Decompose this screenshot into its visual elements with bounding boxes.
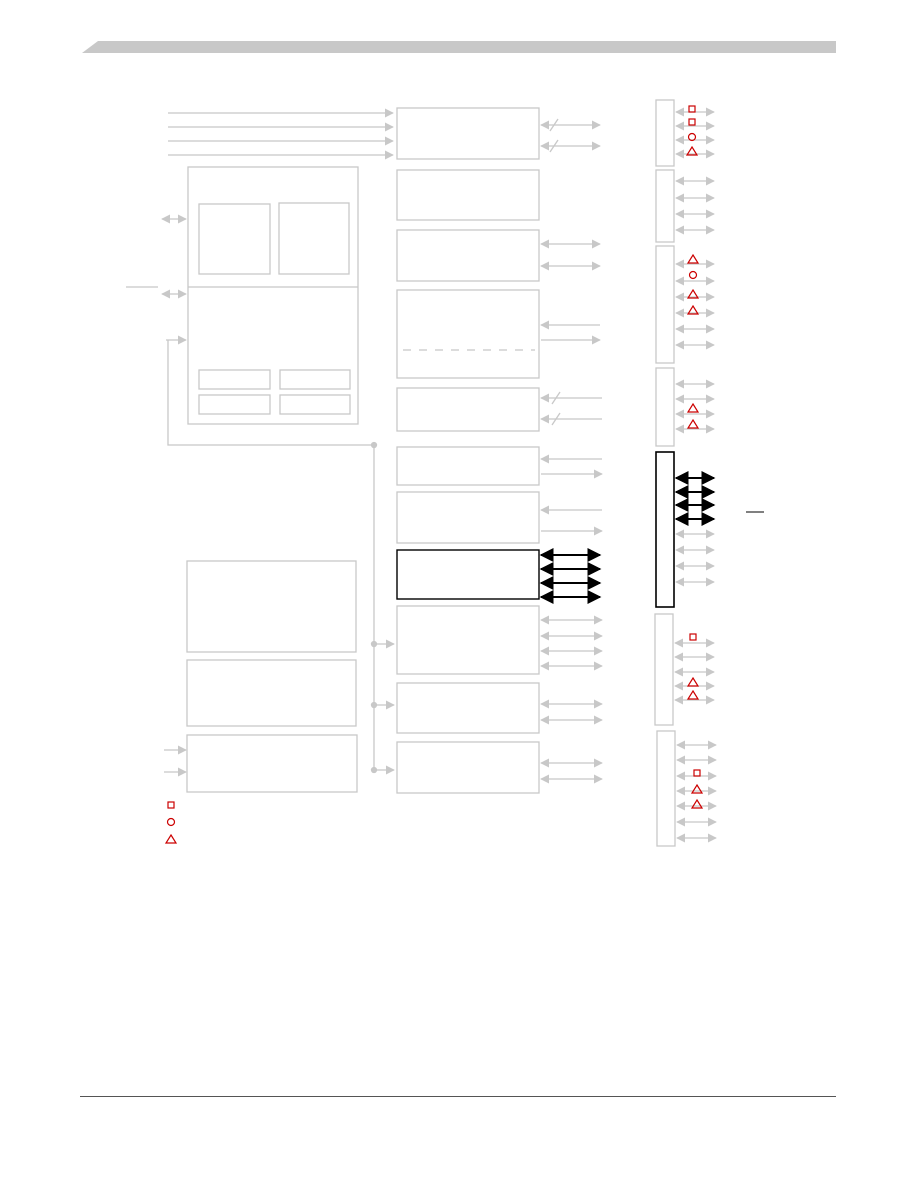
triangle-marker-icon bbox=[688, 404, 698, 412]
port-group-4 bbox=[656, 368, 674, 446]
module-block-10 bbox=[397, 683, 539, 733]
highlighted-path bbox=[397, 452, 764, 607]
module-block-1 bbox=[397, 108, 539, 159]
module-block-4 bbox=[397, 290, 539, 378]
port-group-1 bbox=[656, 100, 674, 166]
module-block-5 bbox=[397, 388, 539, 431]
clock-block bbox=[187, 735, 357, 792]
triangle-marker-icon bbox=[688, 255, 698, 263]
triangle-marker-icon bbox=[688, 678, 698, 686]
module-block-8 bbox=[397, 550, 539, 599]
module-block-11 bbox=[397, 742, 539, 793]
circle-marker-icon bbox=[690, 272, 697, 279]
processor-sub-block-d bbox=[280, 370, 350, 389]
module-block-2 bbox=[397, 170, 539, 220]
processor-sub-block-a bbox=[199, 204, 270, 274]
legend-triangle-icon bbox=[166, 835, 176, 843]
triangle-marker-icon bbox=[688, 691, 698, 699]
processor-sub-block-b bbox=[279, 203, 349, 274]
legend-circle-icon bbox=[168, 819, 175, 826]
internal-bus bbox=[168, 340, 374, 445]
memory-block-a bbox=[187, 561, 356, 652]
port-group-3 bbox=[656, 246, 674, 363]
square-marker-icon bbox=[694, 770, 700, 776]
processor-sub-block-c bbox=[199, 370, 270, 389]
diagram-body bbox=[126, 100, 716, 846]
port-group-2 bbox=[656, 170, 674, 242]
processor-sub-block-f bbox=[280, 395, 350, 414]
triangle-marker-icon bbox=[692, 785, 702, 793]
footer-rule bbox=[80, 1096, 836, 1097]
square-marker-icon bbox=[690, 634, 696, 640]
port-group-5 bbox=[656, 452, 674, 607]
module-block-6 bbox=[397, 447, 539, 485]
processor-sub-block-e bbox=[199, 395, 270, 414]
square-marker-icon bbox=[689, 106, 695, 112]
triangle-marker-icon bbox=[688, 420, 698, 428]
module-block-3 bbox=[397, 230, 539, 281]
module-block-7 bbox=[397, 492, 539, 543]
port-group-7 bbox=[657, 731, 675, 846]
module-block-9 bbox=[397, 606, 539, 674]
processor-block bbox=[188, 167, 358, 424]
header-bar bbox=[82, 41, 836, 53]
memory-block-b bbox=[187, 660, 356, 726]
square-marker-icon bbox=[689, 119, 695, 125]
triangle-marker-icon bbox=[692, 800, 702, 808]
port-group-6 bbox=[655, 614, 673, 725]
legend-square-icon bbox=[168, 802, 174, 808]
